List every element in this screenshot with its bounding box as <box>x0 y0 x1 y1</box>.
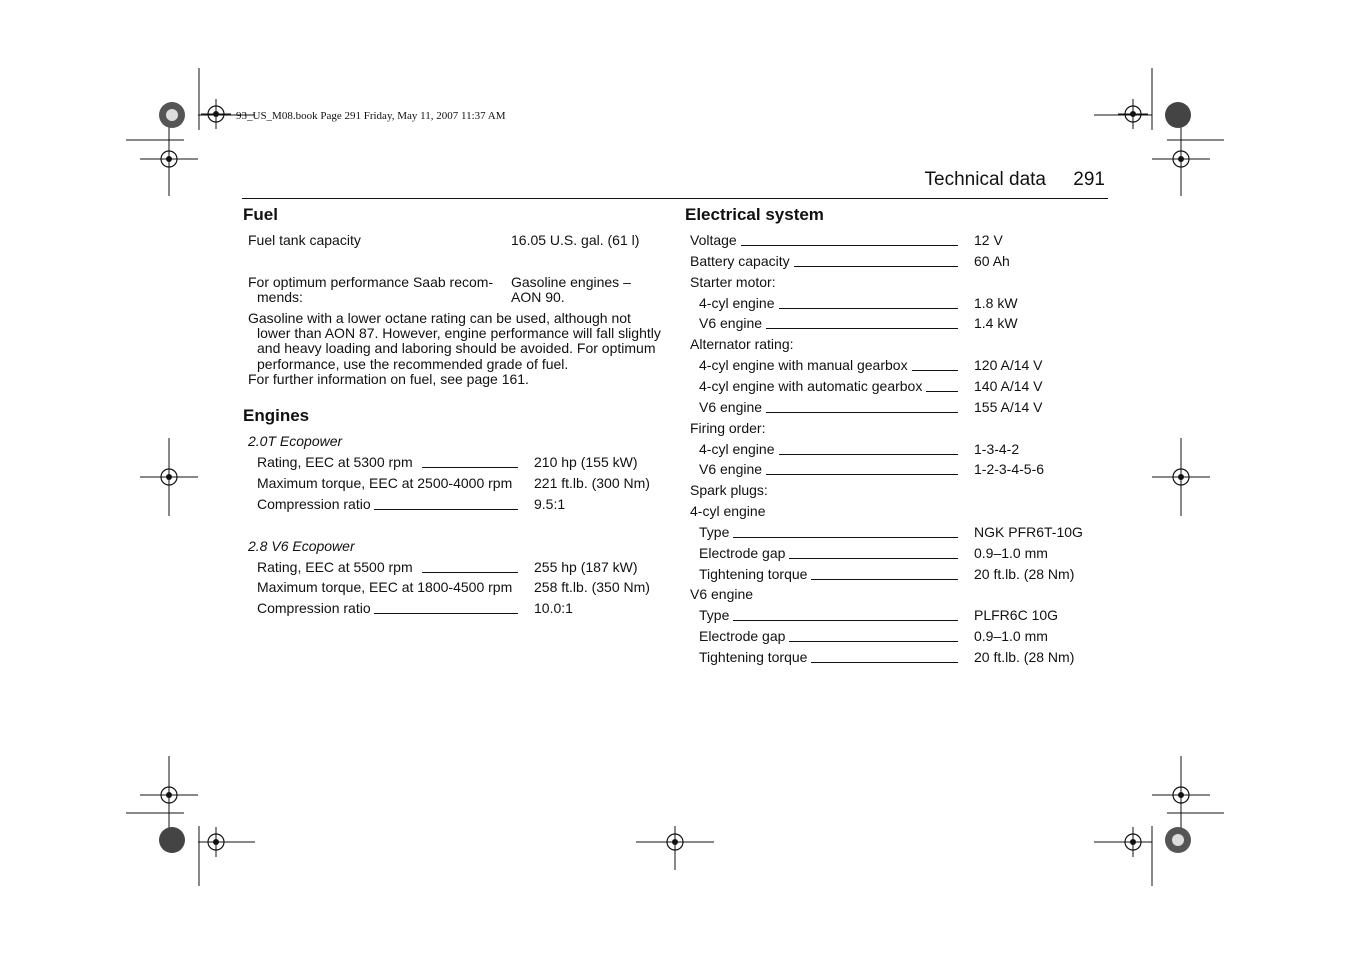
leader-line <box>422 467 518 468</box>
leader-line <box>779 454 958 455</box>
electrical-row-value: 60 Ah <box>974 252 1010 269</box>
leader-line <box>779 308 958 309</box>
electrical-row-label: 4-cyl engine with automatic gearbox <box>699 377 923 394</box>
fuel-recommend-label-1: For optimum performance Saab recom- <box>248 274 494 290</box>
leader-line <box>926 391 958 392</box>
electrical-row-label: Electrode gap <box>699 544 786 561</box>
fuel-note-line: and heavy loading and laboring should be avoided. For optimum <box>257 340 656 356</box>
electrical-row-label: 4-cyl engine <box>699 440 775 457</box>
leader-line <box>766 474 958 475</box>
engine-row-label: Maximum torque, EEC at 2500-4000 rpm <box>257 475 513 491</box>
leader-line <box>789 558 958 559</box>
electrical-row-value: 1-2-3-4-5-6 <box>974 461 1045 478</box>
fuel-note-line: Gasoline with a lower octane rating can be used, although not <box>248 310 631 326</box>
engine-row-value: 255 hp (187 kW) <box>534 559 638 575</box>
engine-group-name: 2.8 V6 Ecopower <box>248 538 355 554</box>
leader-line <box>766 412 958 413</box>
engine-row-value: 9.5:1 <box>534 496 566 512</box>
electrical-row-value: 0.9–1.0 mm <box>974 544 1048 561</box>
fuel-further-info: For further information on fuel, see page 161. <box>248 371 529 387</box>
electrical-row-label: 4-cyl engine <box>699 294 775 311</box>
engine-row-label: Rating, EEC at 5500 rpm <box>257 559 413 575</box>
page-number: 291 <box>1073 169 1105 190</box>
electrical-row-label: V6 engine <box>699 315 763 332</box>
electrical-row-label: 4-cyl engine with manual gearbox <box>699 357 908 374</box>
electrical-row-label: 4-cyl engine <box>690 503 766 520</box>
electrical-row-value: 120 A/14 V <box>974 357 1043 374</box>
engine-row-value: 10.0:1 <box>534 600 573 616</box>
fuel-heading: Fuel <box>243 205 278 224</box>
leader-line <box>422 572 518 573</box>
engine-row-value: 210 hp (155 kW) <box>534 454 638 470</box>
electrical-row-value: PLFR6C 10G <box>974 607 1059 624</box>
leader-line <box>733 620 958 621</box>
electrical-row-value: 140 A/14 V <box>974 377 1043 394</box>
engine-row-label: Compression ratio <box>257 600 371 616</box>
leader-line <box>741 245 958 246</box>
engine-group-name: 2.0T Ecopower <box>248 433 343 449</box>
fuel-recommend-value-2: AON 90. <box>511 289 565 305</box>
book-slug: 93_US_M08.book Page 291 Friday, May 11, 2007 11:37 AM <box>236 110 506 122</box>
electrical-row-label: Electrode gap <box>699 628 786 645</box>
electrical-row-label: Starter motor: <box>690 273 776 290</box>
electrical-heading: Electrical system <box>685 205 824 224</box>
engine-row-label: Rating, EEC at 5300 rpm <box>257 454 413 470</box>
electrical-row-label: Tightening torque <box>699 565 808 582</box>
electrical-row-label: V6 engine <box>699 398 763 415</box>
engine-row-value: 258 ft.lb. (350 Nm) <box>534 579 650 595</box>
engine-row-value: 221 ft.lb. (300 Nm) <box>534 475 650 491</box>
electrical-row-value: 20 ft.lb. (28 Nm) <box>974 649 1075 665</box>
leader-line <box>811 662 958 663</box>
electrical-row-value: 155 A/14 V <box>974 398 1043 415</box>
electrical-row-label: Firing order: <box>690 419 766 436</box>
electrical-row-label: Battery capacity <box>690 252 790 269</box>
electrical-row-label: Spark plugs: <box>690 482 768 499</box>
engines-heading: Engines <box>243 406 310 425</box>
leader-line <box>766 328 958 329</box>
electrical-row-value: 1.4 kW <box>974 315 1018 332</box>
electrical-row-label: V6 engine <box>699 461 763 478</box>
electrical-row-label: Alternator rating: <box>690 336 794 353</box>
leader-line <box>374 613 518 614</box>
electrical-row-value: 1.8 kW <box>974 294 1018 311</box>
leader-line <box>789 641 958 642</box>
electrical-row-value: 20 ft.lb. (28 Nm) <box>974 565 1075 582</box>
leader-line <box>794 266 958 267</box>
page-title: Technical data <box>924 169 1046 190</box>
engine-row-label: Maximum torque, EEC at 1800-4500 rpm <box>257 579 513 595</box>
leader-line <box>374 509 518 510</box>
electrical-row-label: Type <box>699 607 730 624</box>
page-header <box>242 168 1108 199</box>
electrical-row-value: 12 V <box>974 232 1003 248</box>
leader-line <box>811 579 958 580</box>
electrical-row-value: 1-3-4-2 <box>974 440 1020 457</box>
fuel-recommend-label-2: mends: <box>257 289 303 305</box>
fuel-note-line: lower than AON 87. However, engine performance will fall slightly <box>257 325 661 341</box>
fuel-tank-value: 16.05 U.S. gal. (61 l) <box>511 232 640 248</box>
electrical-row-label: V6 engine <box>690 586 754 603</box>
electrical-row-value: NGK PFR6T-10G <box>974 523 1083 540</box>
electrical-row-label: Tightening torque <box>699 649 808 665</box>
fuel-note-line: performance, use the recommended grade of fuel. <box>257 356 569 372</box>
fuel-recommend-value-1: Gasoline engines – <box>511 274 631 290</box>
fuel-tank-label: Fuel tank capacity <box>248 232 361 248</box>
electrical-row-label: Voltage <box>690 232 737 248</box>
leader-line <box>733 537 958 538</box>
engine-row-label: Compression ratio <box>257 496 371 512</box>
electrical-row-label: Type <box>699 523 730 540</box>
leader-line <box>912 370 958 371</box>
electrical-row-value: 0.9–1.0 mm <box>974 628 1048 645</box>
